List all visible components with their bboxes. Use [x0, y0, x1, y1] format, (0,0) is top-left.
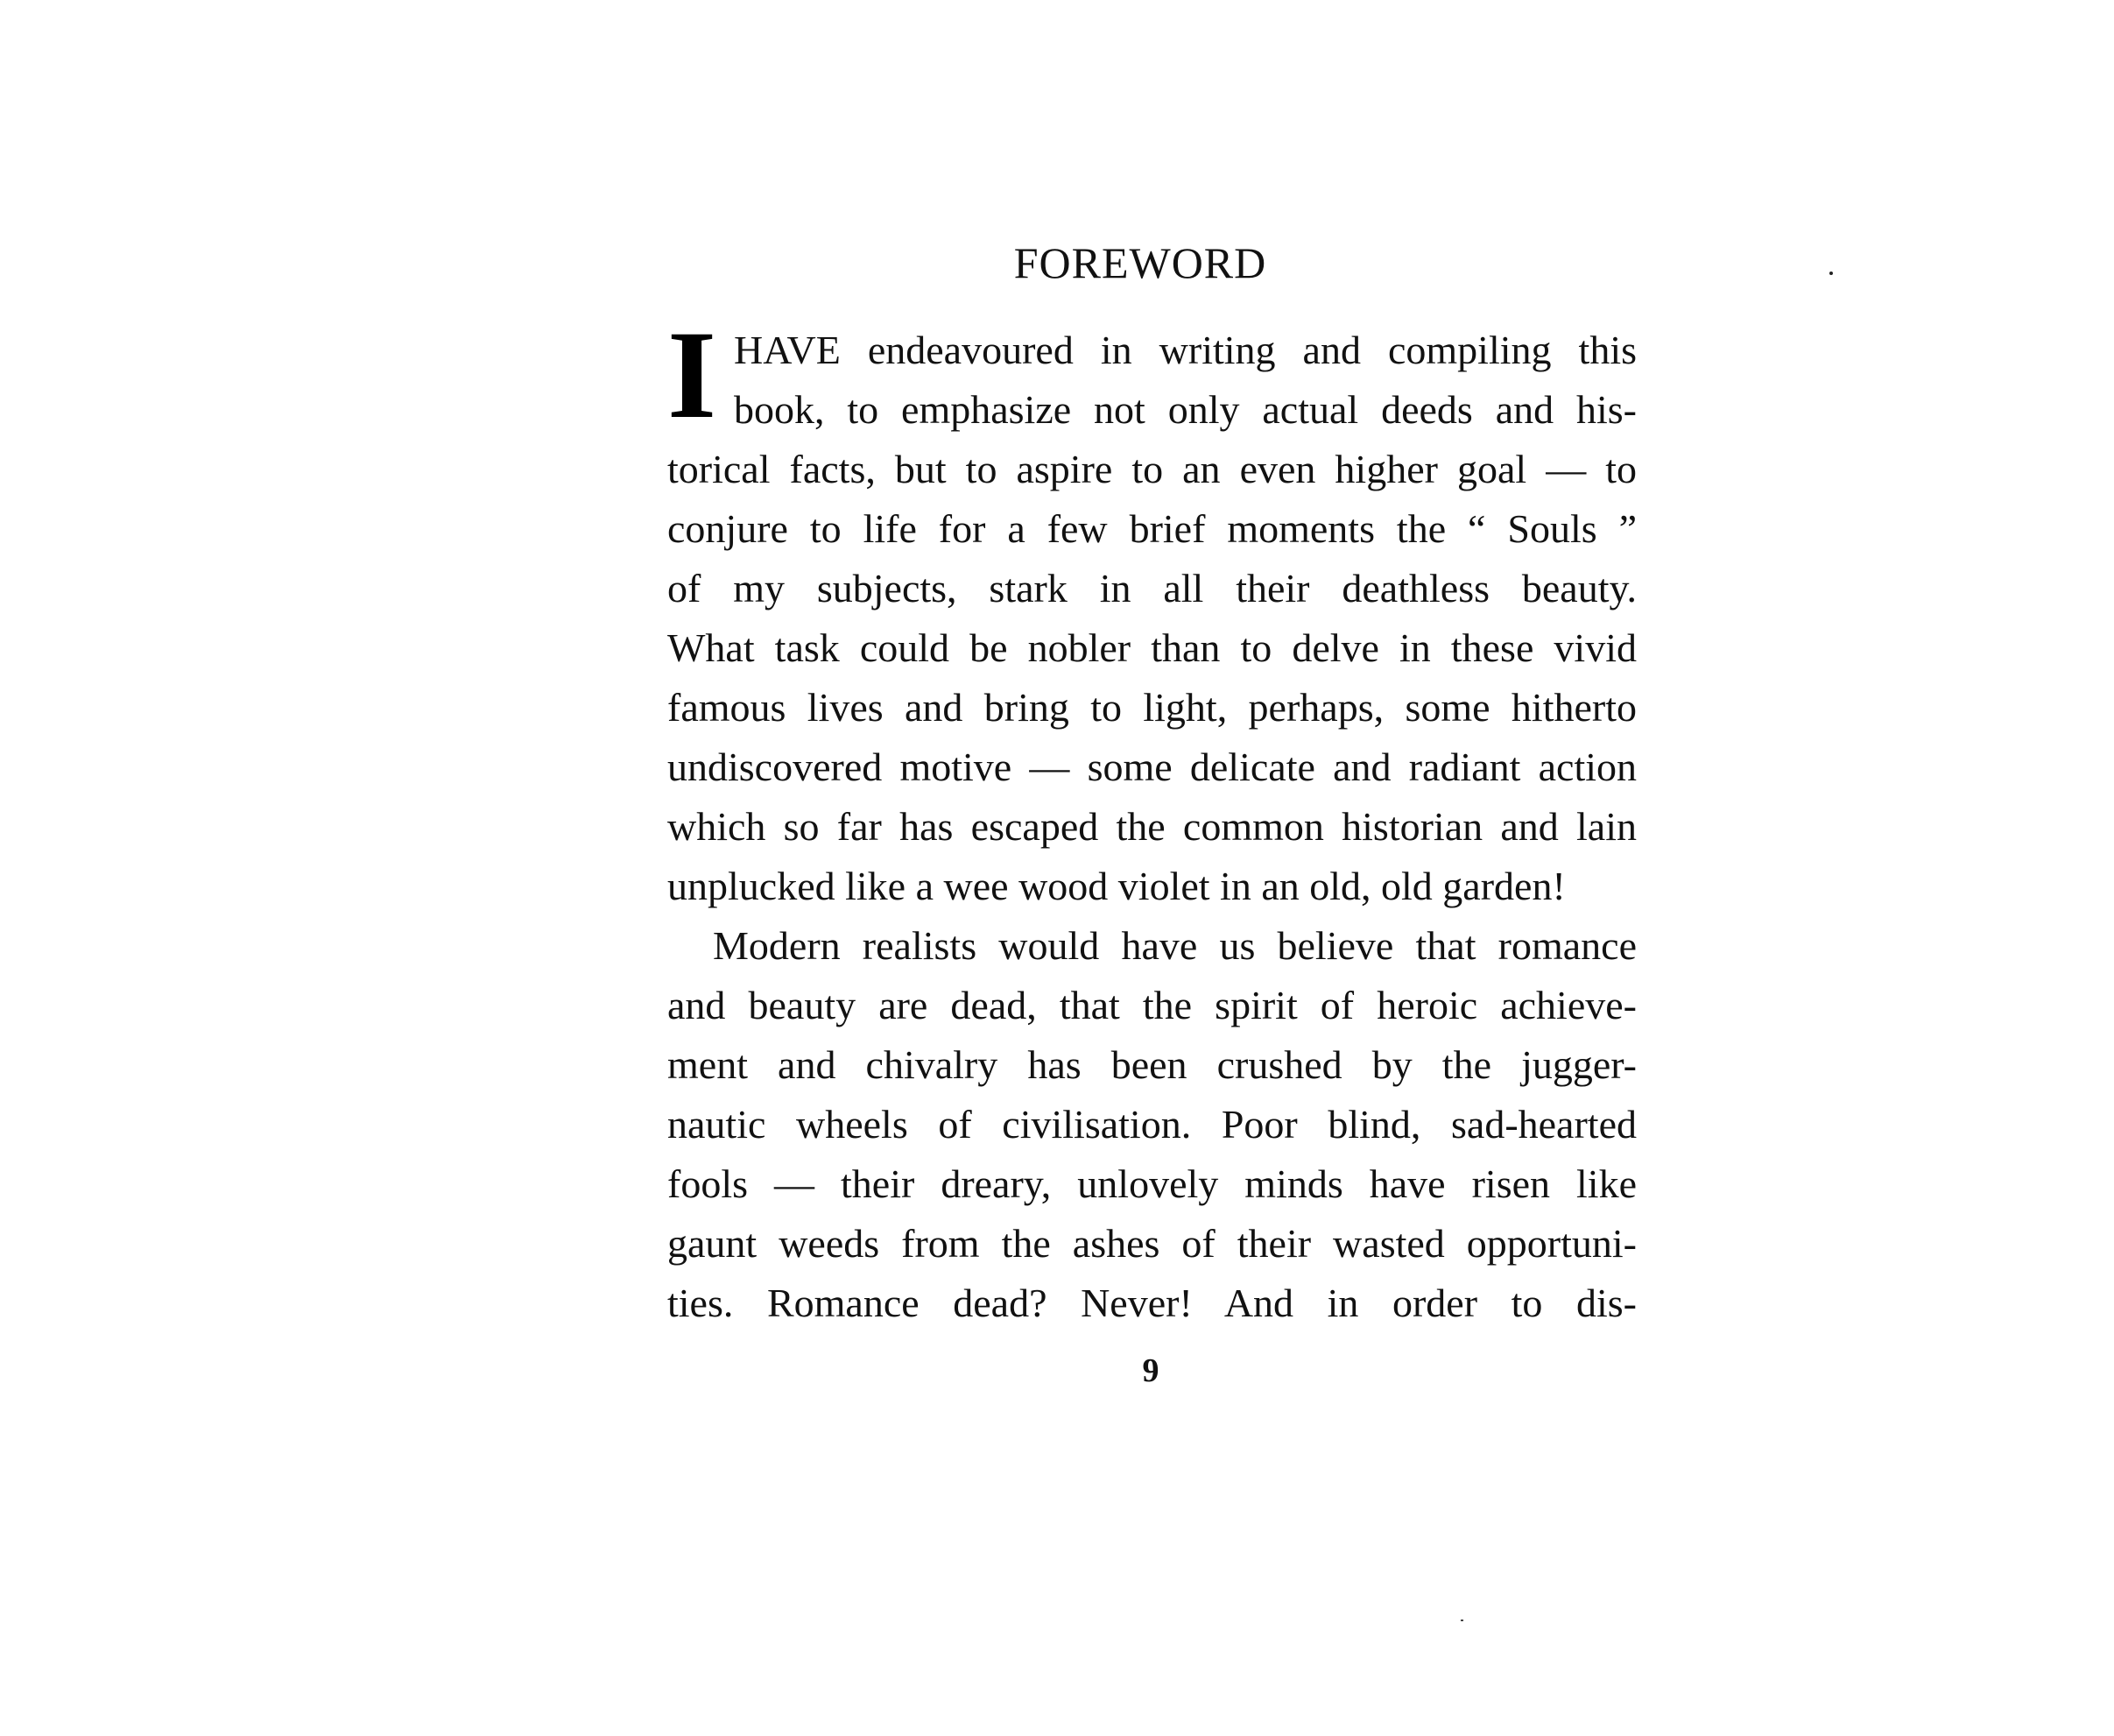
page-number: 9 — [1142, 1352, 1159, 1389]
text-line: book, to emphasize not only actual deeds and his- — [734, 387, 1637, 432]
text-line: nautic wheels of civilisation. Poor blind, sad-hearted — [667, 1102, 1637, 1147]
text-line: ties. Romance dead? Never! And in order to dis- — [667, 1281, 1637, 1325]
text-line: and beauty are dead, that the spirit of heroic achieve- — [667, 983, 1637, 1027]
stray-mark — [1829, 272, 1833, 275]
text-line: gaunt weeds from the ashes of their wasted opportuni- — [667, 1221, 1637, 1266]
text-line: torical facts, but to aspire to an even higher goal — to — [667, 447, 1637, 491]
text-line: HAVE endeavoured in writing and compiling this — [734, 328, 1637, 372]
text-line: ment and chivalry has been crushed by the jugger- — [667, 1042, 1637, 1087]
text-line: of my subjects, stark in all their deathless beauty. — [667, 566, 1637, 610]
drop-cap: I — [667, 306, 717, 445]
text-line: Modern realists would have us believe that romance — [713, 923, 1637, 968]
page-title: FOREWORD — [1013, 238, 1267, 287]
text-line: which so far has escaped the common historian and lain — [667, 804, 1637, 849]
text-line: famous lives and bring to light, perhaps, some hitherto — [667, 685, 1637, 730]
text-line: What task could be nobler than to delve in these vivid — [667, 625, 1637, 670]
text-line: undiscovered motive — some delicate and radiant action — [667, 745, 1637, 789]
stray-mark-bottom — [1461, 1620, 1463, 1621]
text-line: fools — their dreary, unlovely minds have risen like — [667, 1161, 1637, 1206]
text-line: unplucked like a wee wood violet in an old, old garden! — [667, 864, 1566, 908]
text-line: conjure to life for a few brief moments the “ Souls ” — [667, 506, 1637, 551]
